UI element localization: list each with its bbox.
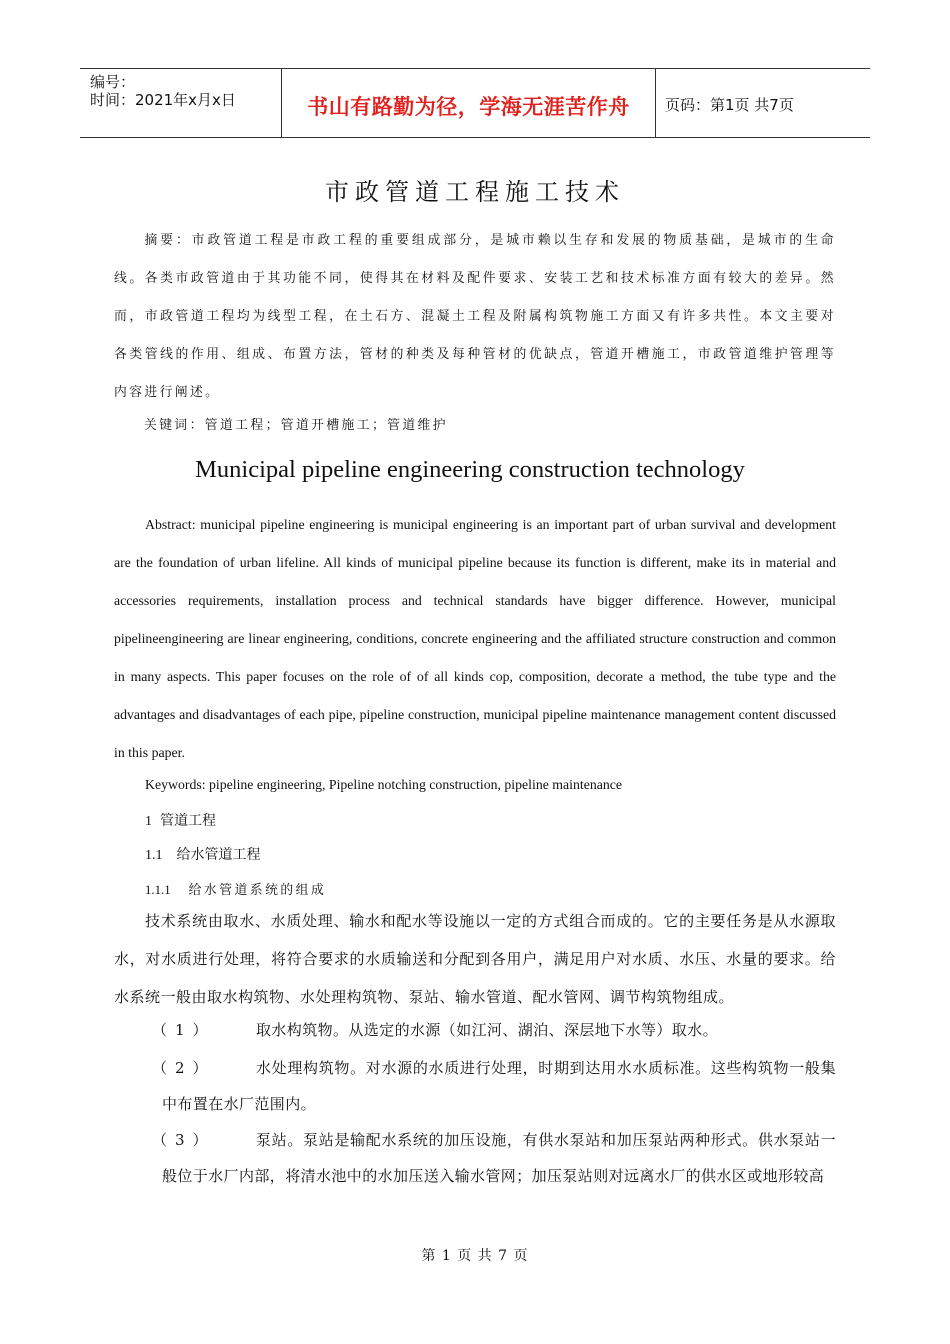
list-item-marker: （1） bbox=[152, 1021, 216, 1039]
section-title: 给水管道系统的组成 bbox=[188, 883, 327, 898]
section-number: 1 bbox=[145, 814, 152, 829]
header-page-info: 页码：第1页 共7页 bbox=[665, 96, 794, 114]
header-left-cell bbox=[80, 69, 281, 137]
list-item-marker: （2） bbox=[152, 1059, 216, 1077]
list-item-text: 取水构筑物。从选定的水源（如江河、湖泊、深层地下水等）取水。 bbox=[256, 1021, 719, 1039]
chinese-title: 市政管道工程施工技术 bbox=[325, 178, 625, 206]
chinese-abstract-text: 摘要：市政管道工程是市政工程的重要组成部分，是城市赖以生存和发展的物质基础，是城市的生命线。各类市政管道由于其功能不同，使得其在材料及配件要求、安装工艺和技术标准方面有较大的差异。然而，市政管道工程均为线型工程，在土石方、混凝土工程及附属构筑物施工方面又有许多共性。本文主要对各类管线的作用、组成、布置方法，管材的种类及每种管材的优缺点，管道开槽施工，市政管道维护管理等内容进行阐述。 bbox=[114, 233, 836, 400]
chinese-keywords bbox=[114, 407, 836, 445]
section-title: 管道工程 bbox=[160, 813, 216, 829]
list-item-marker: （3） bbox=[152, 1131, 216, 1149]
document-number-label: 编号： bbox=[90, 73, 136, 91]
list-item-text: 泵站。泵站是输配水系统的加压设施，有供水泵站和加压泵站两种形式。供水泵站一般位于水厂内部，将清水池中的水加压送入输水管网；加压泵站则对远离水厂的供水区或地形较高 bbox=[162, 1131, 836, 1185]
section-heading-1-1-1 bbox=[145, 879, 326, 898]
chinese-abstract bbox=[114, 222, 836, 412]
section-number: 1.1 bbox=[145, 848, 163, 863]
page-footer: 第 1 页 共 7 页 bbox=[421, 1248, 529, 1264]
english-title: Municipal pipeline engineering construction technology bbox=[195, 456, 745, 483]
list-item-text: 水处理构筑物。对水源的水质进行处理，时期到达用水水质标准。这些构筑物一般集中布置在水厂范围内。 bbox=[162, 1059, 836, 1113]
section-title: 给水管道工程 bbox=[176, 847, 261, 863]
english-abstract: Abstract: municipal pipeline engineering is municipal engineering is an important part of urban survival and development are the foundation of urban lifeline. All kinds of municipal pipeline because its function is different, make its in material and accessories requirements, installation process and technical standards have bigger difference. However, municipal pipelineengineering are linear engineering, conditions, concrete engineering and the affiliated structure construction and common in many aspects. This paper focuses on the role of of all kinds cop, composition, decorate a method, the tube type and the advantages and disadvantages of each pipe, pipeline construction, municipal pipeline maintenance management content discussed in this paper. bbox=[114, 517, 836, 760]
header-table bbox=[80, 68, 870, 138]
english-keywords: Keywords: pipeline engineering, Pipeline notching construction, pipeline maintenance bbox=[145, 777, 623, 792]
list-item bbox=[152, 1050, 836, 1122]
section-heading-1-1 bbox=[145, 844, 261, 864]
section-heading-1 bbox=[145, 810, 216, 830]
header-motto: 书山有路勤为径，学海无涯苦作舟 bbox=[307, 95, 630, 119]
document-date-label: 时间：2021年x月x日 bbox=[90, 91, 236, 109]
header-motto-cell bbox=[281, 69, 656, 137]
list-item bbox=[152, 1122, 836, 1194]
list-item bbox=[152, 1012, 836, 1048]
chinese-keywords-text: 关键词：管道工程；管道开槽施工；管道维护 bbox=[144, 418, 448, 433]
section-number: 1.1.1 bbox=[145, 883, 171, 897]
header-page-cell bbox=[655, 69, 870, 137]
body-paragraph: 技术系统由取水、水质处理、输水和配水等设施以一定的方式组合而成的。它的主要任务是从水源取水，对水质进行处理，将符合要求的水质输送和分配到各用户，满足用户对水质、水压、水量的要求。给水系统一般由取水构筑物、水处理构筑物、泵站、输水管道、配水管网、调节构筑物组成。 bbox=[114, 912, 836, 1006]
